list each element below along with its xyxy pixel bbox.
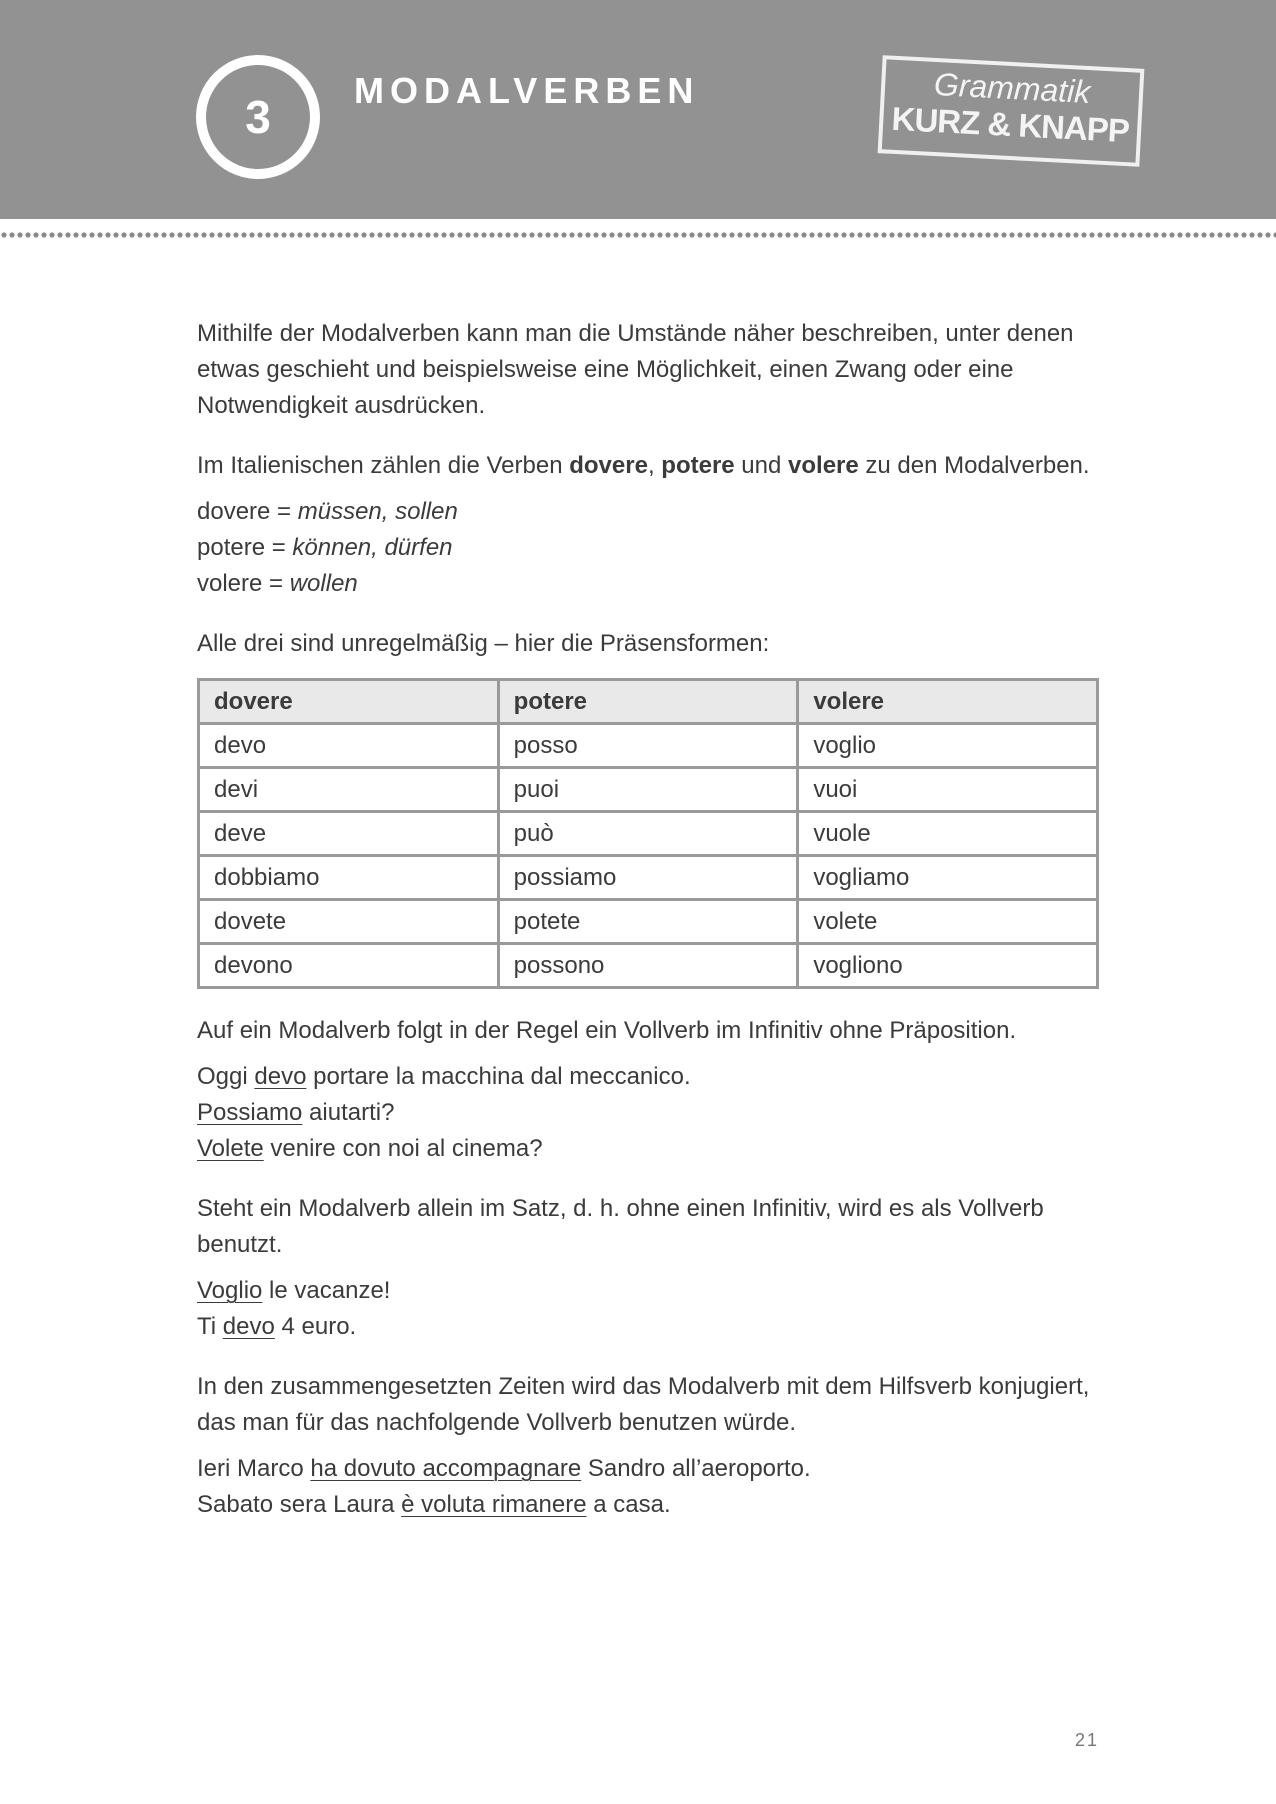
table-cell: voglio <box>798 724 1098 768</box>
irregular-note: Alle drei sind unregelmäßig – hier die Präsensformen: <box>197 630 770 657</box>
text-segment: Ti <box>197 1313 223 1340</box>
translation-verb: dovere = <box>197 498 298 525</box>
example-sentence <box>197 1095 1099 1131</box>
text-segment: Ieri Marco <box>197 1455 311 1482</box>
rule-infinitive: Auf ein Modalverb folgt in der Regel ein Vollverb im Infinitiv ohne Präposition. <box>197 1017 1017 1044</box>
table-cell: deve <box>199 812 499 856</box>
text-segment: Oggi <box>197 1063 255 1090</box>
table-cell: potete <box>498 900 798 944</box>
stamp-line-2: KURZ & KNAPP <box>890 99 1130 150</box>
example-sentence <box>197 1059 1099 1095</box>
table-cell: dovete <box>199 900 499 944</box>
text-segment: venire con noi al cinema? <box>263 1135 543 1162</box>
verb-potere: potere <box>661 452 735 479</box>
example-sentence <box>197 1273 1099 1309</box>
table-cell: possiamo <box>498 856 798 900</box>
table-cell: può <box>498 812 798 856</box>
translation-meaning: können, dürfen <box>292 534 453 561</box>
example-sentence <box>197 1487 1099 1523</box>
examples-infinitive <box>197 1059 1099 1167</box>
chapter-number: 3 <box>245 91 271 143</box>
table-row <box>199 768 1098 812</box>
table-header-cell: dovere <box>199 680 499 724</box>
underlined-verb: devo <box>222 1313 275 1340</box>
conjugation-table <box>197 678 1099 989</box>
underlined-verb: Voglio <box>197 1277 263 1304</box>
translation-line <box>197 494 1099 530</box>
table-cell: dobbiamo <box>199 856 499 900</box>
table-cell: possono <box>498 944 798 988</box>
example-sentence <box>197 1309 1099 1345</box>
text-segment: a casa. <box>586 1491 671 1518</box>
underlined-verb: devo <box>254 1063 307 1090</box>
translation-meaning: müssen, sollen <box>297 498 458 525</box>
text-segment: , <box>647 452 662 479</box>
rule-standalone: Steht ein Modalverb allein im Satz, d. h. ohne einen Infinitiv, wird es als Vollverb benutzt. <box>197 1195 1044 1258</box>
chapter-header <box>0 0 1276 219</box>
chapter-number-badge <box>196 55 320 179</box>
table-cell: devi <box>199 768 499 812</box>
translation-verb: volere = <box>197 570 290 597</box>
table-row <box>199 944 1098 988</box>
translation-line <box>197 566 1099 602</box>
table-cell: vuole <box>798 812 1098 856</box>
text-segment: Im Italienischen zählen die Verben <box>197 452 570 479</box>
table-row <box>199 812 1098 856</box>
table-cell: puoi <box>498 768 798 812</box>
translation-line <box>197 530 1099 566</box>
table-cell: devono <box>199 944 499 988</box>
translation-list <box>197 494 1099 602</box>
example-sentence <box>197 1451 1099 1487</box>
examples-compound <box>197 1451 1099 1523</box>
text-segment: zu den Modalverben. <box>858 452 1090 479</box>
underlined-verb: è voluta rimanere <box>401 1491 587 1518</box>
rule-compound-tenses: In den zusammengesetzten Zeiten wird das Modalverb mit dem Hilfsverb konjugiert, das man für das nachfolgende Vollverb benutzen würde. <box>197 1373 1090 1436</box>
dotted-divider <box>0 231 1276 239</box>
table-header-row <box>199 680 1098 724</box>
chapter-title: MODALVERBEN <box>354 70 700 111</box>
table-row <box>199 856 1098 900</box>
examples-standalone <box>197 1273 1099 1345</box>
text-segment: le vacanze! <box>262 1277 391 1304</box>
intro-paragraph: Mithilfe der Modalverben kann man die Umstände näher beschreiben, unter denen etwas geschieht und beispielsweise eine Möglichkeit, einen Zwang oder eine Notwendigkeit ausdrücken. <box>197 320 1074 419</box>
underlined-verb: Possiamo <box>197 1099 303 1126</box>
verb-dovere: dovere <box>569 452 648 479</box>
stamp-line-1: Grammatik <box>933 65 1092 111</box>
table-row <box>199 900 1098 944</box>
grammatik-stamp <box>878 55 1145 167</box>
translation-meaning: wollen <box>289 570 358 597</box>
table-row <box>199 724 1098 768</box>
modal-verbs-sentence <box>197 448 1099 484</box>
underlined-verb: Volete <box>197 1135 264 1162</box>
example-sentence <box>197 1131 1099 1167</box>
text-segment: Sandro all’aeroporto. <box>581 1455 811 1482</box>
table-cell: posso <box>498 724 798 768</box>
translation-verb: potere = <box>197 534 293 561</box>
table-cell: volete <box>798 900 1098 944</box>
text-segment: 4 euro. <box>274 1313 357 1340</box>
table-cell: vogliono <box>798 944 1098 988</box>
table-header-cell: potere <box>498 680 798 724</box>
verb-volere: volere <box>788 452 859 479</box>
table-cell: devo <box>199 724 499 768</box>
text-segment: portare la macchina dal meccanico. <box>306 1063 691 1090</box>
underlined-verb: ha dovuto accompagnare <box>310 1455 582 1482</box>
text-segment: aiutarti? <box>302 1099 395 1126</box>
table-header-cell: volere <box>798 680 1098 724</box>
table-cell: vogliamo <box>798 856 1098 900</box>
page-content <box>197 316 1099 1523</box>
page-number: 21 <box>1075 1730 1100 1750</box>
text-segment: Sabato sera Laura <box>197 1491 402 1518</box>
table-cell: vuoi <box>798 768 1098 812</box>
text-segment: und <box>734 452 789 479</box>
